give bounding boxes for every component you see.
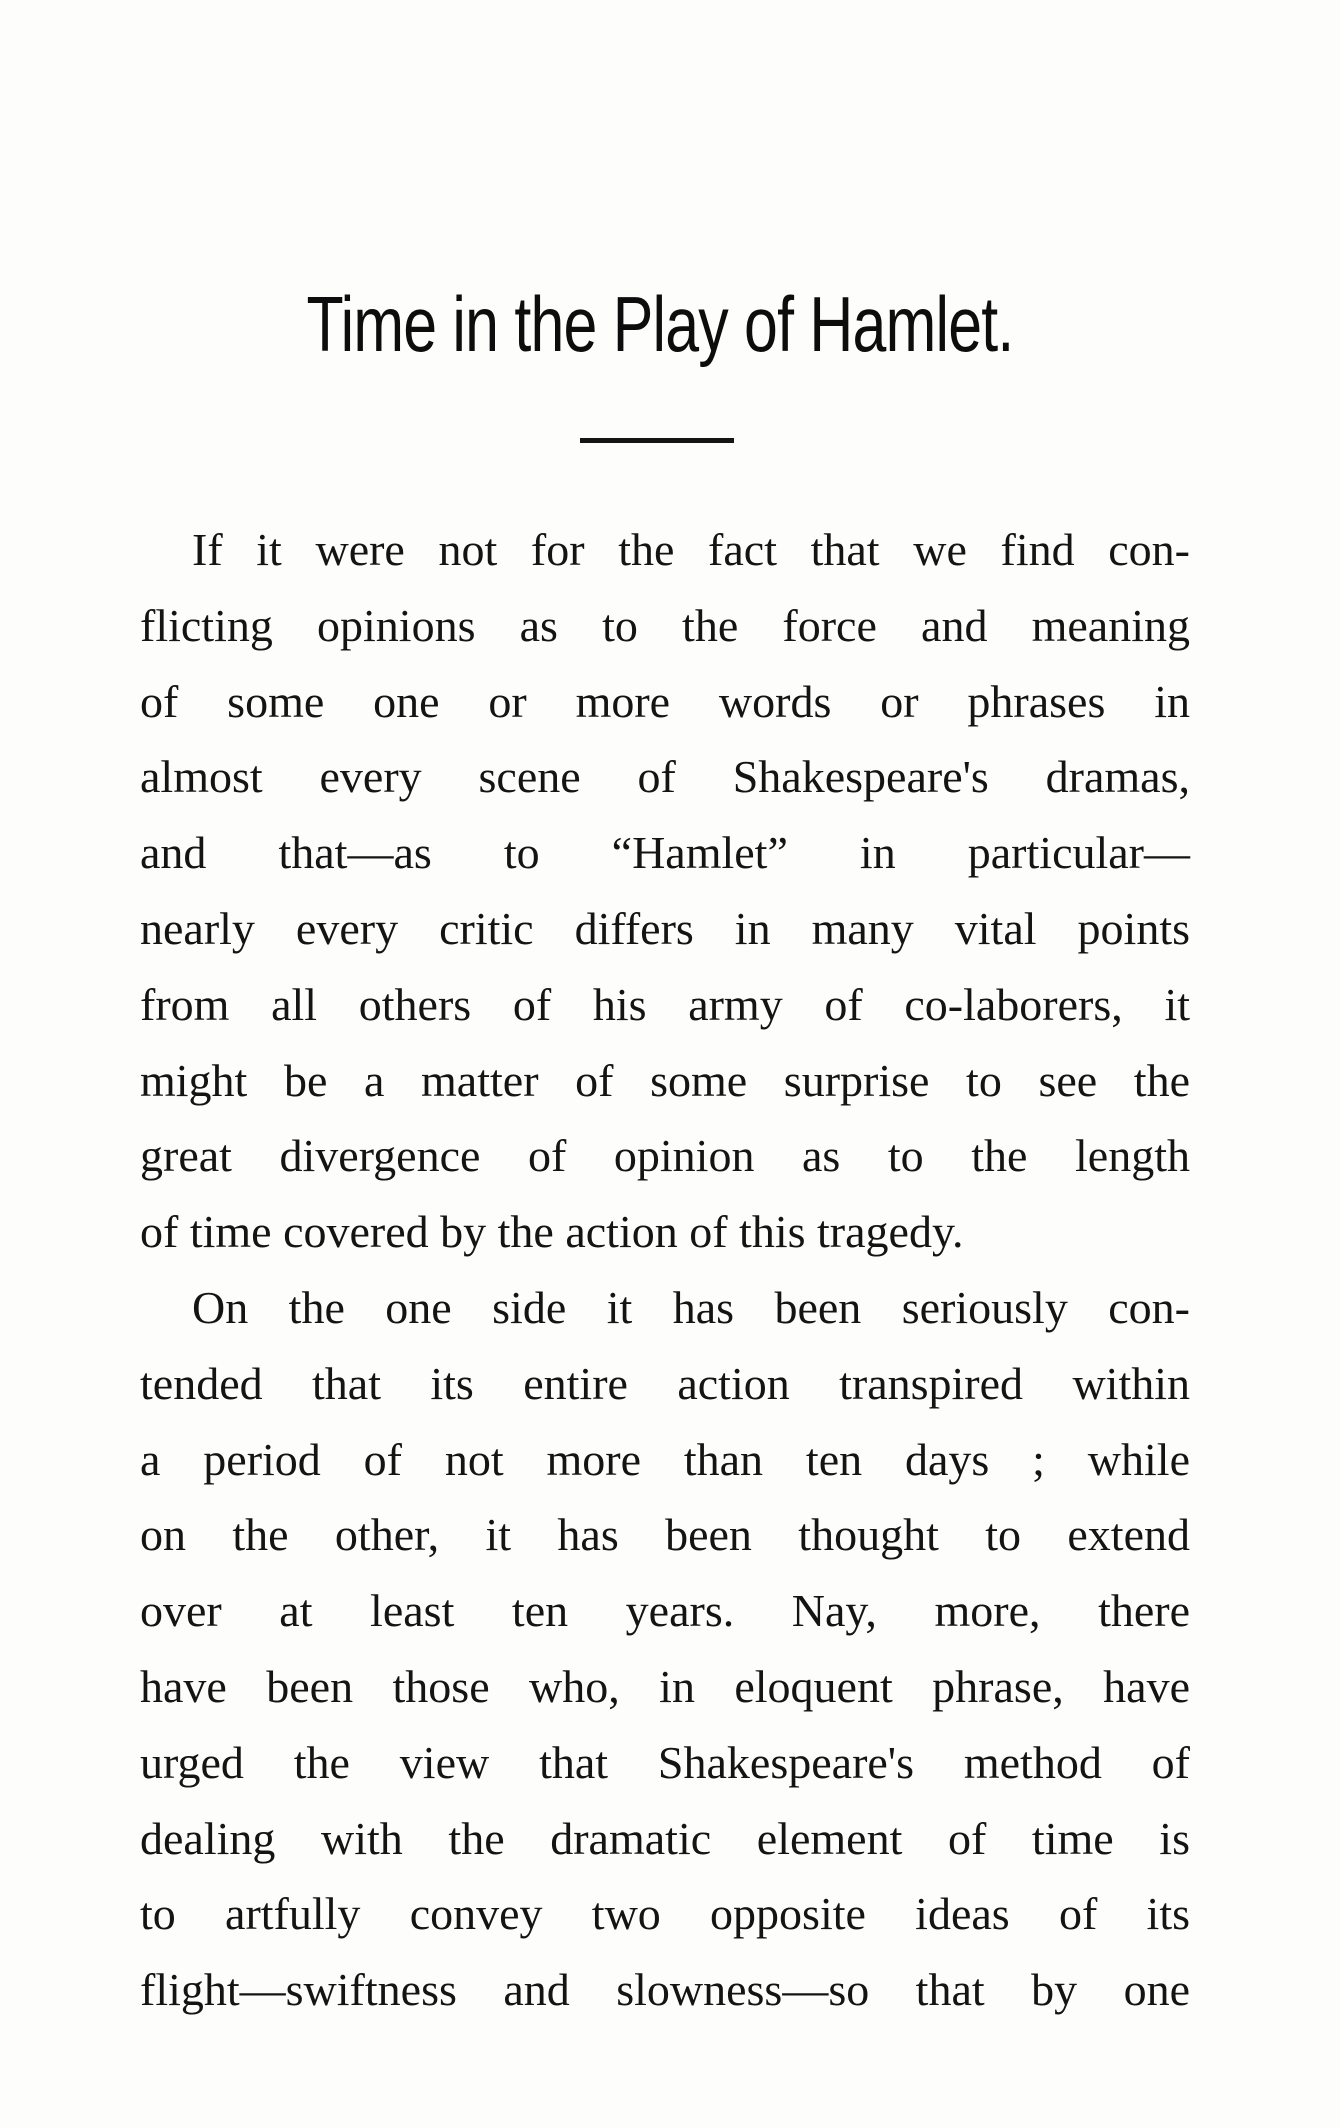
text-line: and that—as to “Hamlet” in particular— bbox=[140, 827, 1190, 879]
text-line: might be a matter of some surprise to see the bbox=[140, 1054, 1190, 1106]
text-line: from all others of his army of co-laborers, it bbox=[140, 978, 1190, 1030]
text-line: On the one side it has been seriously con- bbox=[192, 1281, 1190, 1333]
text-line: If it were not for the fact that we find con- bbox=[192, 524, 1190, 575]
text-line: flight—swiftness and slowness—so that by one bbox=[140, 1964, 1190, 2016]
page-title: Time in the Play of Hamlet. bbox=[306, 280, 1014, 368]
text-line: tended that its entire action transpired within bbox=[140, 1357, 1190, 1409]
text-line: dealing with the dramatic element of time is bbox=[140, 1812, 1190, 1864]
text-line: on the other, it has been thought to extend bbox=[140, 1509, 1190, 1561]
paragraph-1 bbox=[140, 512, 1190, 1270]
text-line: almost every scene of Shakespeare's dramas, bbox=[140, 751, 1190, 803]
body-text bbox=[140, 512, 1190, 2028]
title-divider bbox=[580, 438, 734, 443]
text-line: great divergence of opinion as to the length bbox=[140, 1130, 1190, 1182]
text-line: over at least ten years. Nay, more, there bbox=[140, 1585, 1190, 1637]
text-line: of some one or more words or phrases in bbox=[140, 675, 1190, 727]
text-line: flicting opinions as to the force and meaning bbox=[140, 599, 1190, 651]
text-line: nearly every critic differs in many vital points bbox=[140, 902, 1190, 954]
paragraph-2 bbox=[140, 1270, 1190, 2028]
text-line: have been those who, in eloquent phrase, have bbox=[140, 1660, 1190, 1712]
text-line: of time covered by the action of this tragedy. bbox=[140, 1206, 964, 1258]
text-line: a period of not more than ten days ; while bbox=[140, 1433, 1190, 1485]
text-line: urged the view that Shakespeare's method of bbox=[140, 1736, 1190, 1788]
text-line: to artfully convey two opposite ideas of its bbox=[140, 1888, 1190, 1940]
